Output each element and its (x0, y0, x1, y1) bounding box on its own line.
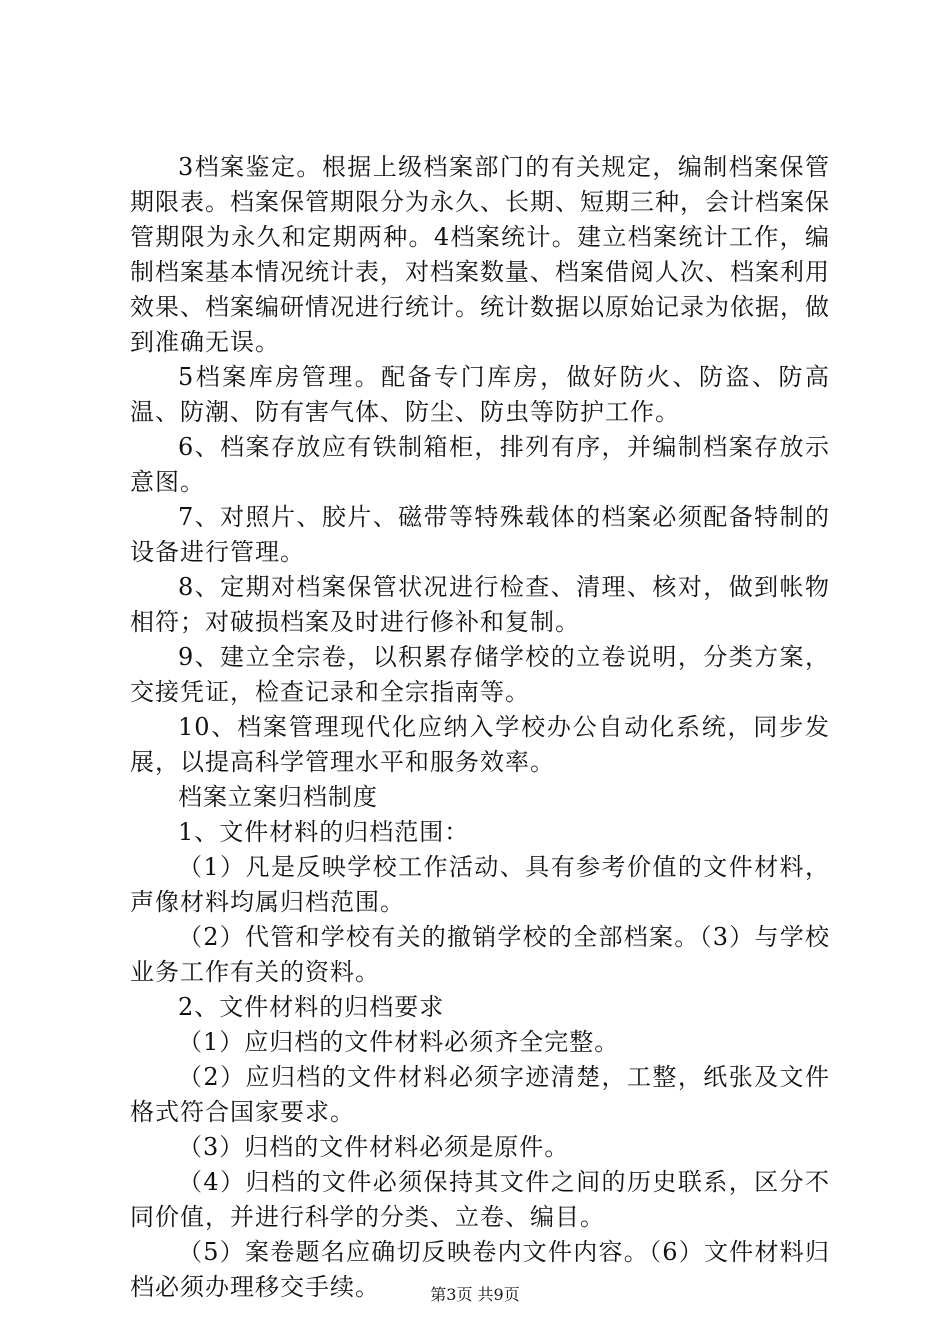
paragraph: 1、文件材料的归档范围： (178, 818, 470, 846)
page-footer (0, 1282, 950, 1305)
paragraph: 2、文件材料的归档要求 (178, 993, 445, 1021)
page-number: 第3页 共9页 (430, 1285, 520, 1304)
paragraph: （4）归档的文件必须保持其文件之间的历史联系，区分不同价值，并进行科学的分类、立卷、编目。 (130, 1168, 830, 1231)
paragraph: （1）应归档的文件材料必须齐全完整。 (178, 1028, 620, 1056)
paragraph: 10、档案管理现代化应纳入学校办公自动化系统，同步发展，以提高科学管理水平和服务效率。 (130, 713, 830, 776)
document-body (130, 150, 830, 1305)
paragraph: （3）归档的文件材料必须是原件。 (178, 1133, 570, 1161)
paragraph: 9、建立全宗卷，以积累存储学校的立卷说明，分类方案，交接凭证，检查记录和全宗指南等。 (130, 643, 830, 706)
paragraph: （2）代管和学校有关的撤销学校的全部档案。（3）与学校业务工作有关的资料。 (130, 923, 830, 986)
section-heading: 档案立案归档制度 (178, 783, 378, 811)
paragraph: （5）案卷题名应确切反映卷内文件内容。（6）文件材料归档必须办理移交手续。 (130, 1238, 830, 1301)
paragraph: （2）应归档的文件材料必须字迹清楚，工整，纸张及文件格式符合国家要求。 (130, 1063, 830, 1126)
paragraph: 3档案鉴定。根据上级档案部门的有关规定，编制档案保管期限表。档案保管期限分为永久、长期、短期三种，会计档案保管期限为永久和定期两种。4档案统计。建立档案统计工作，编制档案基本情况统计表，对档案数量、档案借阅人次、档案利用效果、档案编研情况进行统计。统计数据以原始记录为依据，做到准确无误。 (130, 153, 830, 356)
paragraph: 7、对照片、胶片、磁带等特殊载体的档案必须配备特制的设备进行管理。 (130, 503, 830, 566)
paragraph: 8、定期对档案保管状况进行检查、清理、核对，做到帐物相符；对破损档案及时进行修补和复制。 (130, 573, 830, 636)
paragraph: 6、档案存放应有铁制箱柜，排列有序，并编制档案存放示意图。 (130, 433, 830, 496)
paragraph: （1）凡是反映学校工作活动、具有参考价值的文件材料，声像材料均属归档范围。 (130, 853, 830, 916)
paragraph: 5档案库房管理。配备专门库房，做好防火、防盗、防高温、防潮、防有害气体、防尘、防虫等防护工作。 (130, 363, 830, 426)
